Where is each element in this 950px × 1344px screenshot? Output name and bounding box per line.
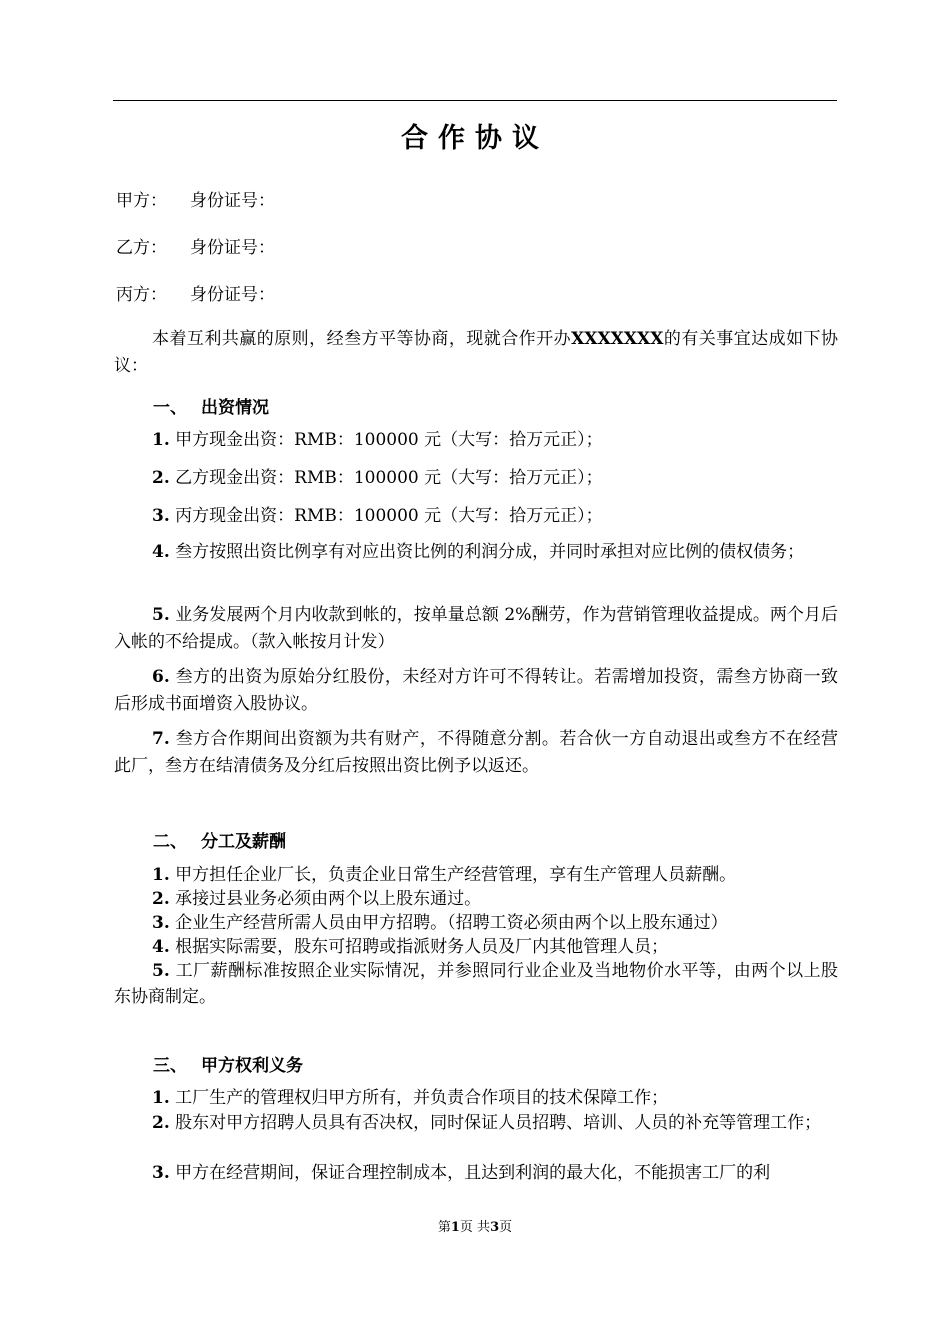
section-number: 三、 — [153, 1056, 187, 1076]
item-text: 业务发展两个月内收款到帐的，按单量总额 2%酬劳，作为营销管理收益提成。两个月后入帐的不给提成。（款入帐按月计发） — [114, 605, 839, 652]
party-label: 甲方： — [116, 191, 167, 211]
item-number: 5. — [152, 605, 170, 625]
total-pages-number: 3 — [490, 1220, 500, 1235]
intro-text-after: 的有关事宜达成如下协议： — [114, 329, 839, 376]
item-number: 1. — [152, 865, 170, 885]
section-1-item — [114, 465, 838, 492]
section-2-item — [114, 862, 838, 889]
id-label: 身份证号： — [190, 191, 275, 211]
section-1-heading — [153, 393, 269, 418]
footer-text: 第 — [437, 1220, 451, 1235]
current-page-number: 1 — [450, 1220, 460, 1235]
item-number: 3. — [152, 506, 170, 526]
footer-text: 页 — [499, 1220, 513, 1235]
item-number: 7. — [152, 729, 170, 749]
item-text: 承接过县业务必须由两个以上股东通过。 — [175, 889, 482, 909]
item-text: 企业生产经营所需人员由甲方招聘。（招聘工资必须由两个以上股东通过） — [175, 913, 728, 933]
footer-text: 页 共 — [459, 1220, 491, 1235]
section-2-item — [114, 958, 838, 1010]
section-title: 甲方权利义务 — [201, 1056, 303, 1076]
item-number: 4. — [152, 937, 170, 957]
item-number: 1. — [152, 430, 170, 450]
section-2-item — [114, 886, 838, 913]
document-title: 合作协议 — [401, 123, 549, 154]
item-text: 根据实际需要，股东可招聘或指派财务人员及厂内其他管理人员； — [175, 937, 669, 957]
intro-text-before: 本着互利共赢的原则，经叁方平等协商，现就合作开办 — [152, 329, 572, 349]
section-1-item — [114, 726, 838, 780]
company-name: XXXXXXX — [571, 329, 664, 349]
section-1-item — [114, 503, 838, 530]
item-text: 工厂薪酬标准按照企业实际情况，并参照同行业企业及当地物价水平等，由两个以上股东协商制定。 — [114, 961, 839, 1007]
page-footer — [0, 1216, 950, 1235]
section-2-heading — [153, 827, 286, 852]
section-3-heading — [153, 1051, 303, 1076]
item-number: 2. — [152, 468, 170, 488]
section-2-item — [114, 934, 838, 961]
item-number: 2. — [152, 1113, 170, 1133]
item-text: 甲方担任企业厂长，负责企业日常生产经营管理，享有生产管理人员薪酬。 — [175, 865, 737, 885]
section-number: 一、 — [153, 398, 187, 418]
section-2-item — [114, 910, 838, 937]
item-text: 叁方合作期间出资额为共有财产，不得随意分割。若合伙一方自动退出或叁方不在经营此厂，叁方在结清债务及分红后按照出资比例予以返还。 — [114, 729, 839, 776]
section-3-item — [114, 1085, 838, 1112]
item-number: 5. — [152, 961, 170, 981]
party-label: 乙方： — [116, 238, 167, 258]
item-number: 4. — [152, 542, 170, 562]
item-number: 3. — [152, 1163, 170, 1183]
party-bing — [116, 280, 275, 305]
item-number: 1. — [152, 1088, 170, 1108]
party-label: 丙方： — [116, 285, 167, 305]
item-text: 甲方现金出资：RMB：100000 元（大写：拾万元正）； — [175, 430, 603, 450]
id-label: 身份证号： — [190, 285, 275, 305]
section-3-item — [114, 1160, 838, 1187]
section-title: 分工及薪酬 — [201, 832, 286, 852]
item-number: 6. — [152, 667, 170, 687]
item-number: 3. — [152, 913, 170, 933]
item-text: 叁方按照出资比例享有对应出资比例的利润分成，并同时承担对应比例的债权债务； — [175, 542, 805, 562]
section-1-item — [114, 427, 838, 454]
section-title: 出资情况 — [201, 398, 269, 418]
section-3-item — [114, 1110, 838, 1136]
party-jia — [116, 186, 275, 211]
section-1-item — [114, 602, 838, 656]
item-text: 工厂生产的管理权归甲方所有，并负责合作项目的技术保障工作； — [175, 1088, 669, 1108]
item-text: 叁方的出资为原始分红股份，未经对方许可不得转让。若需增加投资，需叁方协商一致后形成书面增资入股协议。 — [114, 667, 839, 714]
header-rule — [113, 100, 837, 101]
item-text: 丙方现金出资：RMB：100000 元（大写：拾万元正）； — [175, 506, 603, 526]
section-number: 二、 — [153, 832, 187, 852]
item-text: 股东对甲方招聘人员具有否决权，同时保证人员招聘、培训、人员的补充等管理工作； — [175, 1113, 822, 1133]
item-text: 甲方在经营期间，保证合理控制成本，且达到利润的最大化，不能损害工厂的利 — [175, 1163, 771, 1183]
section-1-item — [114, 664, 838, 718]
id-label: 身份证号： — [190, 238, 275, 258]
item-number: 2. — [152, 889, 170, 909]
intro-paragraph — [114, 326, 838, 380]
party-yi — [116, 233, 275, 258]
item-text: 乙方现金出资：RMB：100000 元（大写：拾万元正）； — [175, 468, 603, 488]
section-1-item — [114, 539, 838, 566]
